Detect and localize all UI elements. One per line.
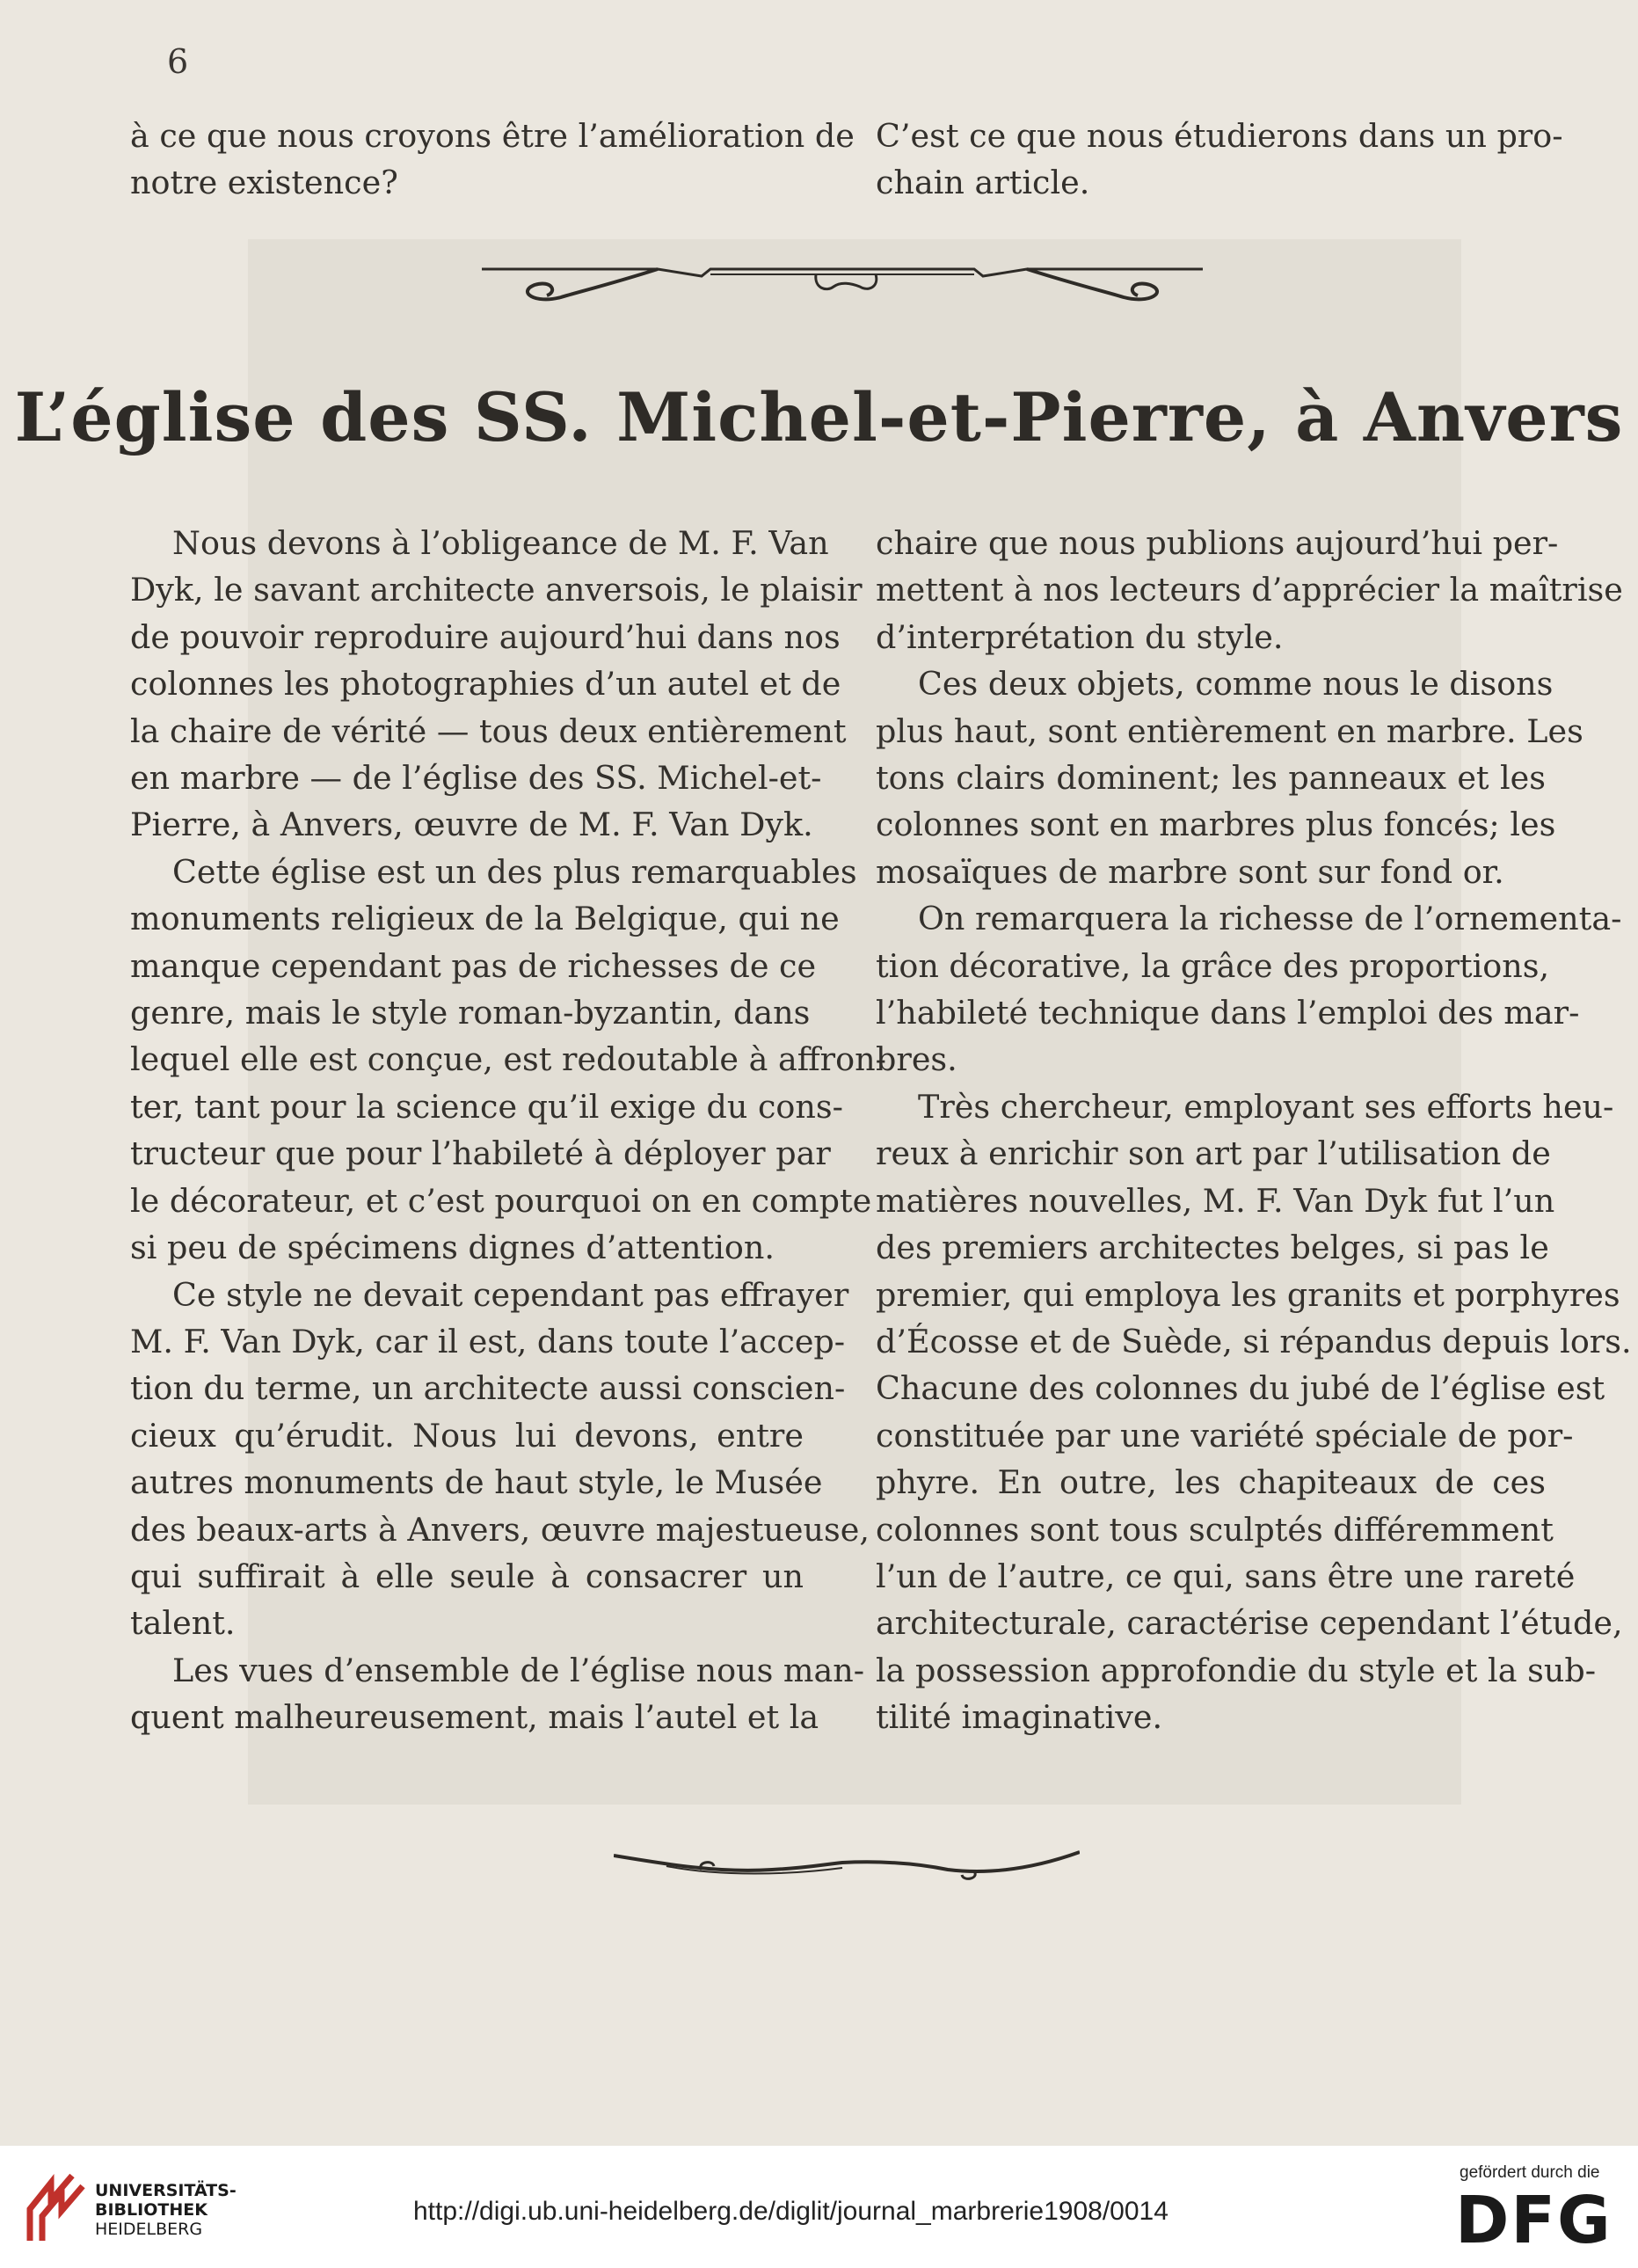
text-line: Nous devons à l’obligeance de M. F. Van — [172, 524, 829, 562]
text-line: qui suffirait à elle seule à consacrer un — [130, 1557, 804, 1595]
text-line: tion du terme, un architecte aussi conscien- — [130, 1369, 846, 1408]
text-line: colonnes les photographies d’un autel et de — [130, 665, 841, 704]
text-line: d’Écosse et de Suède, si répandus depuis lors. — [876, 1322, 1632, 1360]
text-line: matières nouvelles, M. F. Van Dyk fut l’un — [876, 1181, 1555, 1220]
text-line: à ce que nous croyons être l’amélioration de — [130, 117, 855, 155]
text-line: colonnes sont tous sculptés différemment — [876, 1510, 1554, 1549]
text-line: C’est ce que nous étudierons dans un pro- — [876, 117, 1563, 155]
text-line: chain article. — [876, 164, 1090, 202]
text-line: l’un de l’autre, ce qui, sans être une rareté — [876, 1557, 1576, 1595]
text-line: plus haut, sont entièrement en marbre. Les — [876, 711, 1583, 750]
top-right-text — [876, 113, 1563, 207]
text-line: phyre. En outre, les chapiteaux de ces — [876, 1463, 1546, 1502]
library-name-line: HEIDELBERG — [95, 2220, 203, 2239]
text-line: colonnes sont en marbres plus foncés; les — [876, 806, 1556, 844]
bottom-ornament — [614, 1847, 1080, 1885]
text-line: des beaux-arts à Anvers, œuvre majestueuse, — [130, 1510, 870, 1549]
text-line: monuments religieux de la Belgique, qui ne — [130, 900, 840, 938]
paragraph — [130, 520, 863, 849]
text-line: genre, mais le style roman-byzantin, dans — [130, 994, 811, 1032]
text-line: la possession approfondie du style et la sub- — [876, 1651, 1597, 1689]
text-line: Dyk, le savant architecte anversois, le plaisir — [130, 571, 863, 609]
text-line: tilité imaginative. — [876, 1698, 1163, 1737]
text-line: quent malheureusement, mais l’autel et la — [130, 1698, 819, 1737]
paragraph — [876, 660, 1583, 895]
text-line: tion décorative, la grâce des proportions, — [876, 946, 1550, 985]
source-url-link[interactable]: http://digi.ub.uni-heidelberg.de/diglit/journal_marbrerie1908/0014 — [413, 2197, 1168, 2226]
text-line: Ces deux objets, comme nous le disons — [918, 665, 1554, 704]
text-line: mettent à nos lecteurs d’apprécier la maîtrise — [876, 571, 1623, 609]
text-line: Les vues d’ensemble de l’église nous man- — [172, 1651, 865, 1689]
text-line: On remarquera la richesse de l’ornementa- — [918, 900, 1622, 938]
text-line: le décorateur, et c’est pourquoi on en compte — [130, 1181, 872, 1220]
text-line: d’interprétation du style. — [876, 617, 1284, 656]
text-line: l’habileté technique dans l’emploi des mar- — [876, 994, 1580, 1032]
top-left-text — [130, 113, 855, 207]
top-ornament — [482, 257, 1203, 317]
article-title: L’église des SS. Michel-et-Pierre, à Anvers — [14, 378, 1624, 456]
text-line: chaire que nous publions aujourd’hui per- — [876, 524, 1559, 562]
library-name — [95, 2181, 237, 2239]
text-line: bres. — [876, 1040, 957, 1079]
text-line: des premiers architectes belges, si pas le — [876, 1229, 1549, 1267]
paragraph — [876, 1083, 1632, 1741]
funded-by-label: gefördert durch die — [1460, 2163, 1600, 2182]
text-line: reux à enrichir son art par l’utilisation de — [876, 1134, 1551, 1173]
text-line: la chaire de vérité — tous deux entièrement — [130, 711, 847, 750]
paragraph — [876, 895, 1622, 1083]
paragraph — [130, 849, 886, 1272]
library-name-line: UNIVERSITÄTS- — [95, 2181, 237, 2200]
paragraph — [876, 520, 1623, 660]
text-line: de pouvoir reproduire aujourd’hui dans nos — [130, 617, 841, 656]
digitization-footer — [0, 2146, 1638, 2268]
dfg-logo: DFG — [1455, 2183, 1613, 2258]
left-column — [130, 520, 886, 1741]
paragraph — [130, 1647, 865, 1741]
text-line: talent. — [130, 1604, 236, 1643]
text-line: ter, tant pour la science qu’il exige du cons- — [130, 1087, 843, 1126]
text-line: si peu de spécimens dignes d’attention. — [130, 1229, 775, 1267]
text-line: cieux qu’érudit. Nous lui devons, entre — [130, 1416, 804, 1455]
text-line: Ce style ne devait cependant pas effrayer — [172, 1275, 849, 1314]
page-number: 6 — [167, 42, 189, 81]
text-line: lequel elle est conçue, est redoutable à affron- — [130, 1040, 886, 1079]
text-line: Chacune des colonnes du jubé de l’église est — [876, 1369, 1605, 1408]
text-line: constituée par une variété spéciale de por- — [876, 1416, 1574, 1455]
text-line: autres monuments de haut style, le Musée — [130, 1463, 823, 1502]
text-line: architecturale, caractérise cependant l’étude, — [876, 1604, 1623, 1643]
text-line: Très chercheur, employant ses efforts heu- — [918, 1087, 1614, 1126]
text-line: Pierre, à Anvers, œuvre de M. F. Van Dyk. — [130, 806, 813, 844]
text-line: tructeur que pour l’habileté à déployer par — [130, 1134, 831, 1173]
text-line: tons clairs dominent; les panneaux et les — [876, 759, 1546, 798]
text-line: M. F. Van Dyk, car il est, dans toute l’accep- — [130, 1322, 846, 1360]
paragraph — [130, 1272, 870, 1647]
text-line: mosaïques de marbre sont sur fond or. — [876, 852, 1504, 891]
text-line: en marbre — de l’église des SS. Michel-et- — [130, 759, 822, 798]
university-library-logo-icon — [25, 2170, 88, 2246]
library-name-line: BIBLIOTHEK — [95, 2200, 207, 2220]
text-line: notre existence? — [130, 164, 398, 202]
right-column — [876, 520, 1632, 1741]
text-line: manque cependant pas de richesses de ce — [130, 946, 817, 985]
text-line: Cette église est un des plus remarquables — [172, 852, 857, 891]
text-line: premier, qui employa les granits et porphyres — [876, 1275, 1620, 1314]
